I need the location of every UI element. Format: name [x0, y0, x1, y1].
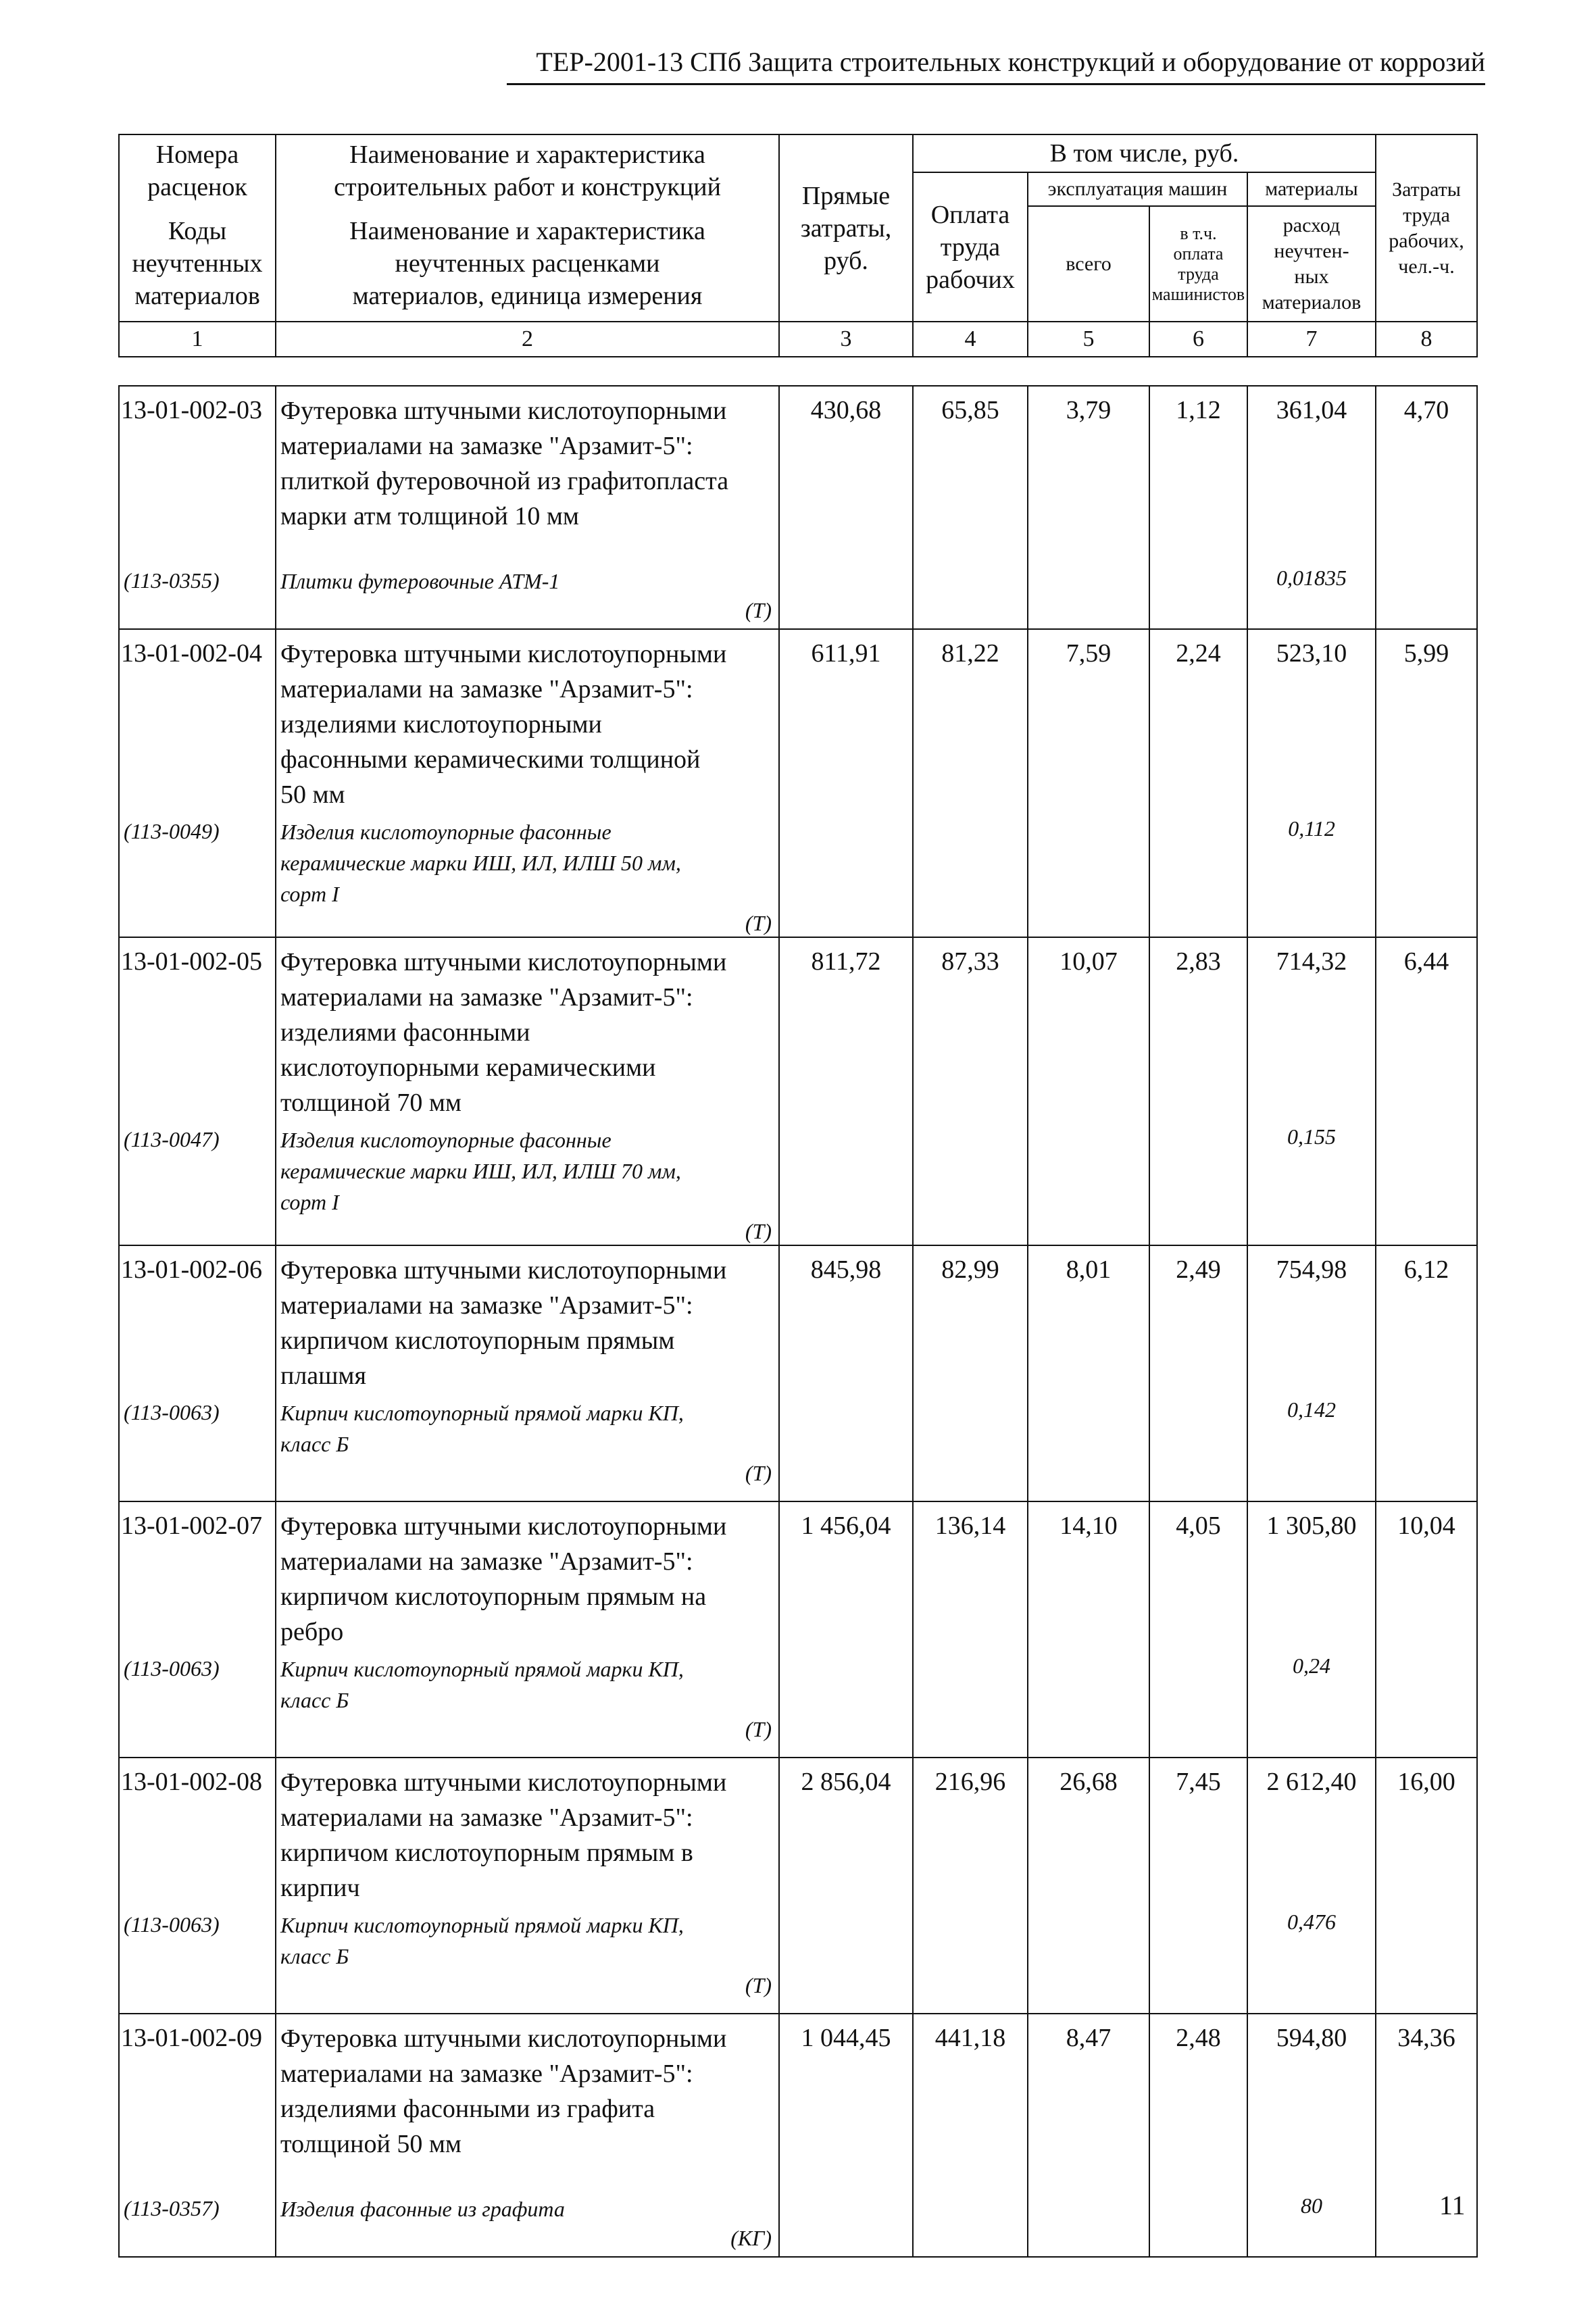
empty-cell	[1028, 1120, 1149, 1245]
empty-cell	[1376, 1906, 1477, 2014]
col5-header: всего	[1028, 206, 1149, 322]
machinists-pay: 2,49	[1149, 1245, 1247, 1393]
empty-cell	[779, 1393, 913, 1501]
machines-total: 26,68	[1028, 1758, 1149, 1906]
material-name: Кирпич кислотоупорный прямой марки КП, класс Б (Т)	[276, 1393, 779, 1501]
rate-name: Футеровка штучными кислотоупорными материалами на замазке "Арзамит-5": кирпичом кислотоупорным прямым в кирпич	[276, 1758, 779, 1906]
material-unit: (Т)	[745, 1717, 772, 1741]
labor-hours: 34,36	[1376, 2014, 1477, 2189]
machines-total: 8,47	[1028, 2014, 1149, 2189]
labor-pay: 82,99	[913, 1245, 1028, 1393]
materials-cost: 714,32	[1247, 937, 1376, 1120]
col-number: 8	[1376, 322, 1477, 357]
empty-cell	[1376, 1649, 1477, 1758]
col-number: 1	[119, 322, 276, 357]
materials-cost: 361,04	[1247, 386, 1376, 562]
empty-cell	[1149, 1906, 1247, 2014]
labor-pay: 81,22	[913, 629, 1028, 812]
labor-hours: 4,70	[1376, 386, 1477, 562]
empty-cell	[1149, 562, 1247, 629]
empty-cell	[913, 1906, 1028, 2014]
material-unit: (Т)	[745, 1973, 772, 1997]
material-quantity: 0,112	[1247, 812, 1376, 937]
empty-cell	[779, 812, 913, 937]
table-header	[118, 134, 1478, 357]
machines-total: 8,01	[1028, 1245, 1149, 1393]
material-name: Плитки футеровочные АТМ-1 (Т)	[276, 562, 779, 629]
material-quantity: 0,24	[1247, 1649, 1376, 1758]
empty-cell	[1149, 2189, 1247, 2257]
empty-cell	[779, 2189, 913, 2257]
labor-pay: 65,85	[913, 386, 1028, 562]
col-number: 2	[276, 322, 779, 357]
material-row	[119, 1906, 1477, 2014]
col7-header: расход неучтен- ных материалов	[1247, 206, 1376, 322]
table-row	[119, 1245, 1477, 1393]
col2-bottom-header: Наименование и характеристика неучтенных расценками материалов, единица измерения	[276, 206, 779, 322]
direct-costs: 1 456,04	[779, 1501, 913, 1649]
materials-cost: 1 305,80	[1247, 1501, 1376, 1649]
empty-cell	[779, 562, 913, 629]
empty-cell	[1028, 1649, 1149, 1758]
rate-name: Футеровка штучными кислотоупорными материалами на замазке "Арзамит-5": изделиями кислотоупорными фасонными керамическими толщиной 50 мм	[276, 629, 779, 812]
direct-costs: 845,98	[779, 1245, 913, 1393]
rate-code: 13-01-002-06	[119, 1245, 276, 1393]
material-row	[119, 2189, 1477, 2257]
material-name: Кирпич кислотоупорный прямой марки КП, класс Б (Т)	[276, 1906, 779, 2014]
rate-name: Футеровка штучными кислотоупорными материалами на замазке "Арзамит-5": кирпичом кислотоупорным прямым плашмя	[276, 1245, 779, 1393]
rate-code: 13-01-002-07	[119, 1501, 276, 1649]
material-quantity: 0,476	[1247, 1906, 1376, 2014]
empty-cell	[1149, 1649, 1247, 1758]
material-row	[119, 812, 1477, 937]
material-name: Изделия кислотоупорные фасонные керамические марки ИШ, ИЛ, ИЛШ 70 мм, сорт I (Т)	[276, 1120, 779, 1245]
empty-cell	[913, 812, 1028, 937]
machinists-pay: 7,45	[1149, 1758, 1247, 1906]
empty-cell	[1376, 1393, 1477, 1501]
material-quantity: 0,142	[1247, 1393, 1376, 1501]
materials-header: материалы	[1247, 172, 1376, 206]
empty-cell	[1028, 562, 1149, 629]
empty-cell	[1028, 2189, 1149, 2257]
machines-total: 10,07	[1028, 937, 1149, 1120]
labor-pay: 136,14	[913, 1501, 1028, 1649]
material-row	[119, 1649, 1477, 1758]
rates-table	[118, 385, 1478, 2258]
direct-costs: 811,72	[779, 937, 913, 1120]
rate-code: 13-01-002-03	[119, 386, 276, 562]
material-unit: (Т)	[745, 1219, 772, 1243]
machinists-pay: 2,48	[1149, 2014, 1247, 2189]
col-number: 3	[779, 322, 913, 357]
empty-cell	[1028, 1906, 1149, 2014]
empty-cell	[913, 1649, 1028, 1758]
empty-cell	[1149, 1120, 1247, 1245]
rate-code: 13-01-002-09	[119, 2014, 276, 2189]
col-number: 7	[1247, 322, 1376, 357]
col2-top-header: Наименование и характеристика строительных работ и конструкций	[276, 134, 779, 206]
material-unit: (Т)	[745, 1461, 772, 1485]
rate-name: Футеровка штучными кислотоупорными материалами на замазке "Арзамит-5": плиткой футеровочной из графитопласта марки атм толщиной 10 мм	[276, 386, 779, 562]
machines-total: 7,59	[1028, 629, 1149, 812]
materials-cost: 2 612,40	[1247, 1758, 1376, 1906]
empty-cell	[913, 562, 1028, 629]
material-quantity: 0,01835	[1247, 562, 1376, 629]
material-code: (113-0355)	[119, 562, 276, 629]
table-row	[119, 937, 1477, 1120]
col-number: 4	[913, 322, 1028, 357]
material-name: Кирпич кислотоупорный прямой марки КП, класс Б (Т)	[276, 1649, 779, 1758]
labor-pay: 441,18	[913, 2014, 1028, 2189]
col8-header: Затраты труда рабочих, чел.-ч.	[1376, 134, 1477, 322]
empty-cell	[779, 1906, 913, 2014]
rate-name: Футеровка штучными кислотоупорными материалами на замазке "Арзамит-5": изделиями фасонными кислотоупорными керамическими толщиной 70 мм	[276, 937, 779, 1120]
direct-costs: 611,91	[779, 629, 913, 812]
material-code: (113-0063)	[119, 1906, 276, 2014]
col4-header: Оплата труда рабочих	[913, 172, 1028, 322]
rate-code: 13-01-002-05	[119, 937, 276, 1120]
machinists-pay: 4,05	[1149, 1501, 1247, 1649]
empty-cell	[779, 1120, 913, 1245]
rate-name: Футеровка штучными кислотоупорными материалами на замазке "Арзамит-5": изделиями фасонными из графита толщиной 50 мм	[276, 2014, 779, 2189]
empty-cell	[913, 2189, 1028, 2257]
rate-code: 13-01-002-08	[119, 1758, 276, 1906]
machines-header: эксплуатация машин	[1028, 172, 1247, 206]
table-row	[119, 2014, 1477, 2189]
machines-total: 14,10	[1028, 1501, 1149, 1649]
labor-pay: 216,96	[913, 1758, 1028, 1906]
table-row	[119, 1501, 1477, 1649]
material-name: Изделия фасонные из графита (КГ)	[276, 2189, 779, 2257]
group-header: В том числе, руб.	[913, 134, 1376, 172]
material-unit: (Т)	[745, 911, 772, 935]
page-header: ТЕР-2001-13 СПб Защита строительных конструкций и оборудование от коррозий	[507, 46, 1485, 85]
table-row	[119, 629, 1477, 812]
direct-costs: 430,68	[779, 386, 913, 562]
materials-cost: 523,10	[1247, 629, 1376, 812]
page-number: 11	[1439, 2190, 1466, 2220]
empty-cell	[913, 1393, 1028, 1501]
material-code: (113-0047)	[119, 1120, 276, 1245]
material-code: (113-0357)	[119, 2189, 276, 2257]
material-code: (113-0063)	[119, 1393, 276, 1501]
material-unit: (КГ)	[730, 2226, 772, 2250]
empty-cell	[1149, 1393, 1247, 1501]
empty-cell	[913, 1120, 1028, 1245]
empty-cell	[1028, 812, 1149, 937]
material-row	[119, 1120, 1477, 1245]
labor-hours: 6,12	[1376, 1245, 1477, 1393]
table-row	[119, 386, 1477, 562]
labor-hours: 10,04	[1376, 1501, 1477, 1649]
col6-header: в т.ч. оплата труда машинистов	[1149, 206, 1247, 322]
direct-costs: 2 856,04	[779, 1758, 913, 1906]
empty-cell	[1376, 812, 1477, 937]
rate-code: 13-01-002-04	[119, 629, 276, 812]
material-quantity: 0,155	[1247, 1120, 1376, 1245]
table-row	[119, 1758, 1477, 1906]
materials-cost: 754,98	[1247, 1245, 1376, 1393]
material-row	[119, 1393, 1477, 1501]
empty-cell	[1376, 562, 1477, 629]
empty-cell	[779, 1649, 913, 1758]
material-quantity: 80	[1247, 2189, 1376, 2257]
material-code: (113-0049)	[119, 812, 276, 937]
labor-hours: 16,00	[1376, 1758, 1477, 1906]
col1-top-header: Номера расценок	[119, 134, 276, 206]
empty-cell	[1149, 812, 1247, 937]
col-number: 6	[1149, 322, 1247, 357]
machinists-pay: 2,24	[1149, 629, 1247, 812]
labor-pay: 87,33	[913, 937, 1028, 1120]
material-row	[119, 562, 1477, 629]
labor-hours: 6,44	[1376, 937, 1477, 1120]
machines-total: 3,79	[1028, 386, 1149, 562]
col3-header: Прямые затраты, руб.	[779, 134, 913, 322]
labor-hours: 5,99	[1376, 629, 1477, 812]
material-code: (113-0063)	[119, 1649, 276, 1758]
empty-cell	[1028, 1393, 1149, 1501]
material-unit: (Т)	[745, 598, 772, 622]
material-name: Изделия кислотоупорные фасонные керамические марки ИШ, ИЛ, ИЛШ 50 мм, сорт I (Т)	[276, 812, 779, 937]
rate-name: Футеровка штучными кислотоупорными материалами на замазке "Арзамит-5": кирпичом кислотоупорным прямым на ребро	[276, 1501, 779, 1649]
direct-costs: 1 044,45	[779, 2014, 913, 2189]
materials-cost: 594,80	[1247, 2014, 1376, 2189]
machinists-pay: 1,12	[1149, 386, 1247, 562]
machinists-pay: 2,83	[1149, 937, 1247, 1120]
col-number: 5	[1028, 322, 1149, 357]
empty-cell	[1376, 1120, 1477, 1245]
col1-bottom-header: Коды неучтенных материалов	[119, 206, 276, 322]
